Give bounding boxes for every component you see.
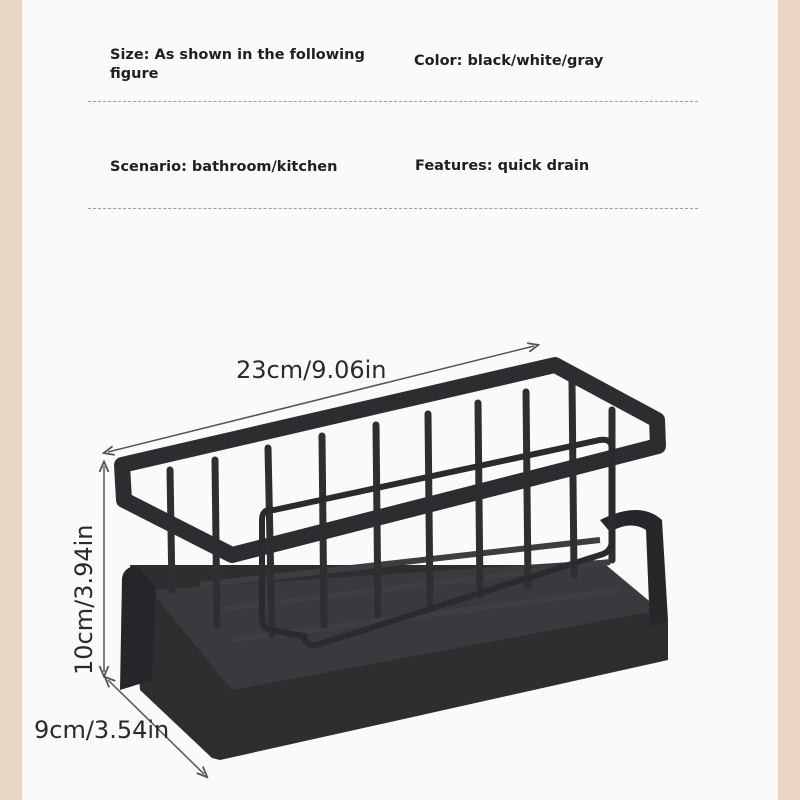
spec-features: Features: quick drain: [415, 158, 590, 174]
left-leg: [120, 566, 156, 690]
spec-color: Color: black/white/gray: [414, 53, 604, 69]
height-label: 10cm/3.94in: [70, 524, 98, 675]
depth-label: 9cm/3.54in: [34, 716, 170, 744]
length-label: 23cm/9.06in: [236, 356, 387, 384]
basket-top-rim: [122, 365, 658, 555]
spec-scenario: Scenario: bathroom/kitchen: [110, 159, 338, 175]
spec-size: Size: As shown in the following figure: [110, 47, 365, 82]
